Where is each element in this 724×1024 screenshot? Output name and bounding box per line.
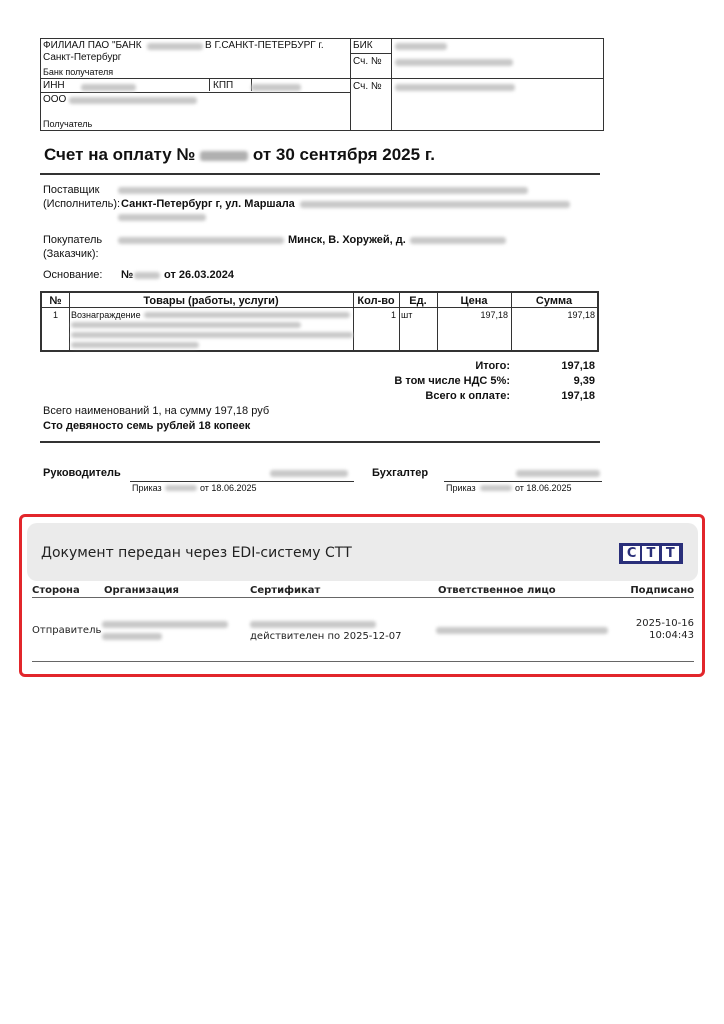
bank-details-table <box>40 38 604 131</box>
edi-signed-time: 10:04:43 <box>649 630 694 641</box>
buyer-address: Минск, В. Хоружей, д. <box>288 234 406 246</box>
redacted-text <box>395 59 513 66</box>
items-table <box>40 291 599 352</box>
col-header-qty: Кол-во <box>357 295 395 307</box>
redacted-text <box>250 621 376 628</box>
redacted-text <box>102 633 162 640</box>
recipient-bank-label: Банк получателя <box>43 67 114 77</box>
cell-unit: шт <box>401 310 413 320</box>
redacted-text <box>147 43 203 50</box>
redacted-text <box>118 237 284 244</box>
edi-header-divider <box>32 597 694 598</box>
bank-name: ФИЛИАЛ ПАО "БАНК <box>43 40 142 51</box>
redacted-text <box>69 97 197 104</box>
buyer-label-2: (Заказчик): <box>43 248 99 260</box>
accountant-signature-label: Бухгалтер <box>372 467 429 479</box>
edi-stamp <box>19 514 705 677</box>
total-label: Итого: <box>475 360 510 372</box>
cell-sum: 197,18 <box>567 310 595 320</box>
col-header-price: Цена <box>460 295 488 307</box>
redacted-text <box>300 201 570 208</box>
correspondent-account-label: Сч. № <box>353 56 382 67</box>
edi-certificate: действителен по 2025-12-07 <box>250 631 402 642</box>
bik-label: БИК <box>353 40 373 51</box>
redacted-text <box>134 272 160 279</box>
edi-col-cert: Сертификат <box>250 585 321 596</box>
bank-city: Санкт-Петербург <box>43 52 122 63</box>
totals-divider <box>40 441 600 443</box>
supplier-address: Санкт-Петербург г, ул. Маршала <box>121 198 295 210</box>
vat-value: 9,39 <box>573 375 595 387</box>
cell-price: 197,18 <box>480 310 508 320</box>
redacted-text <box>270 470 348 477</box>
kpp-label: КПП <box>213 80 234 91</box>
pay-value: 197,18 <box>561 390 595 402</box>
redacted-text <box>200 151 248 161</box>
redacted-text <box>395 84 515 91</box>
edi-signed-date: 2025-10-16 <box>635 618 694 629</box>
basis-prefix: № <box>121 269 134 281</box>
accountant-order-prefix: Приказ <box>446 483 476 493</box>
col-header-sum: Сумма <box>535 295 573 307</box>
title-divider <box>40 173 600 175</box>
inn-label: ИНН <box>43 80 65 91</box>
edi-bottom-divider <box>32 661 694 662</box>
account-label: Сч. № <box>353 81 382 92</box>
invoice-title <box>44 145 435 165</box>
edi-col-side: Сторона <box>32 585 80 596</box>
total-in-words: Сто девяносто семь рублей 18 копеек <box>43 420 251 432</box>
redacted-text <box>251 84 301 91</box>
redacted-text <box>165 485 197 491</box>
redacted-text <box>71 342 199 348</box>
basis-date: от 26.03.2024 <box>164 269 234 281</box>
redacted-text <box>480 485 512 491</box>
basis-label: Основание: <box>43 269 103 281</box>
logo-letter: Т <box>662 546 679 561</box>
col-header-goods: Товары (работы, услуги) <box>143 295 279 307</box>
accountant-signature-line <box>444 481 602 482</box>
cell-goods-name: Вознаграждение <box>71 310 141 320</box>
cell-qty: 1 <box>390 310 396 320</box>
edi-header <box>27 523 698 581</box>
head-signature-label: Руководитель <box>43 467 121 479</box>
pay-label: Всего к оплате: <box>425 390 510 402</box>
redacted-text <box>516 470 600 477</box>
org-prefix: ООО <box>43 94 67 105</box>
redacted-text <box>81 84 136 91</box>
redacted-text <box>102 621 228 628</box>
head-order-prefix: Приказ <box>132 483 162 493</box>
redacted-text <box>395 43 447 50</box>
head-signature-line <box>130 481 354 482</box>
edi-col-person: Ответственное лицо <box>438 585 556 596</box>
redacted-text <box>71 332 353 338</box>
vat-label: В том числе НДС 5%: <box>394 375 510 387</box>
supplier-label: Поставщик <box>43 184 100 196</box>
col-header-unit: Ед. <box>409 295 427 307</box>
buyer-label: Покупатель <box>43 234 103 246</box>
redacted-text <box>410 237 506 244</box>
total-summary: Всего наименований 1, на сумму 197,18 руб <box>43 405 270 417</box>
logo-letter: Т <box>642 546 659 561</box>
invoice-title-suffix: от 30 сентября 2025 г. <box>252 145 435 164</box>
recipient-label: Получатель <box>43 119 93 129</box>
redacted-text <box>144 312 350 318</box>
logo-letter: С <box>623 546 640 561</box>
bank-name-suffix: В Г.САНКТ-ПЕТЕРБУРГ г. <box>205 40 324 51</box>
accountant-order-date: от 18.06.2025 <box>515 483 572 493</box>
cell-num: 1 <box>52 310 58 320</box>
head-order-date: от 18.06.2025 <box>200 483 257 493</box>
total-value: 197,18 <box>561 360 595 372</box>
redacted-text <box>71 322 301 328</box>
edi-side: Отправитель <box>32 625 102 636</box>
edi-col-org: Организация <box>104 585 179 596</box>
supplier-label-2: (Исполнитель): <box>43 198 121 210</box>
edi-title: Документ передан через EDI-систему СТТ <box>41 545 352 561</box>
col-header-num: № <box>49 295 62 307</box>
invoice-title-prefix: Счет на оплату № <box>44 145 196 164</box>
redacted-text <box>118 214 206 221</box>
ctt-logo <box>619 543 683 564</box>
redacted-text <box>118 187 528 194</box>
edi-col-signed: Подписано <box>630 585 694 596</box>
